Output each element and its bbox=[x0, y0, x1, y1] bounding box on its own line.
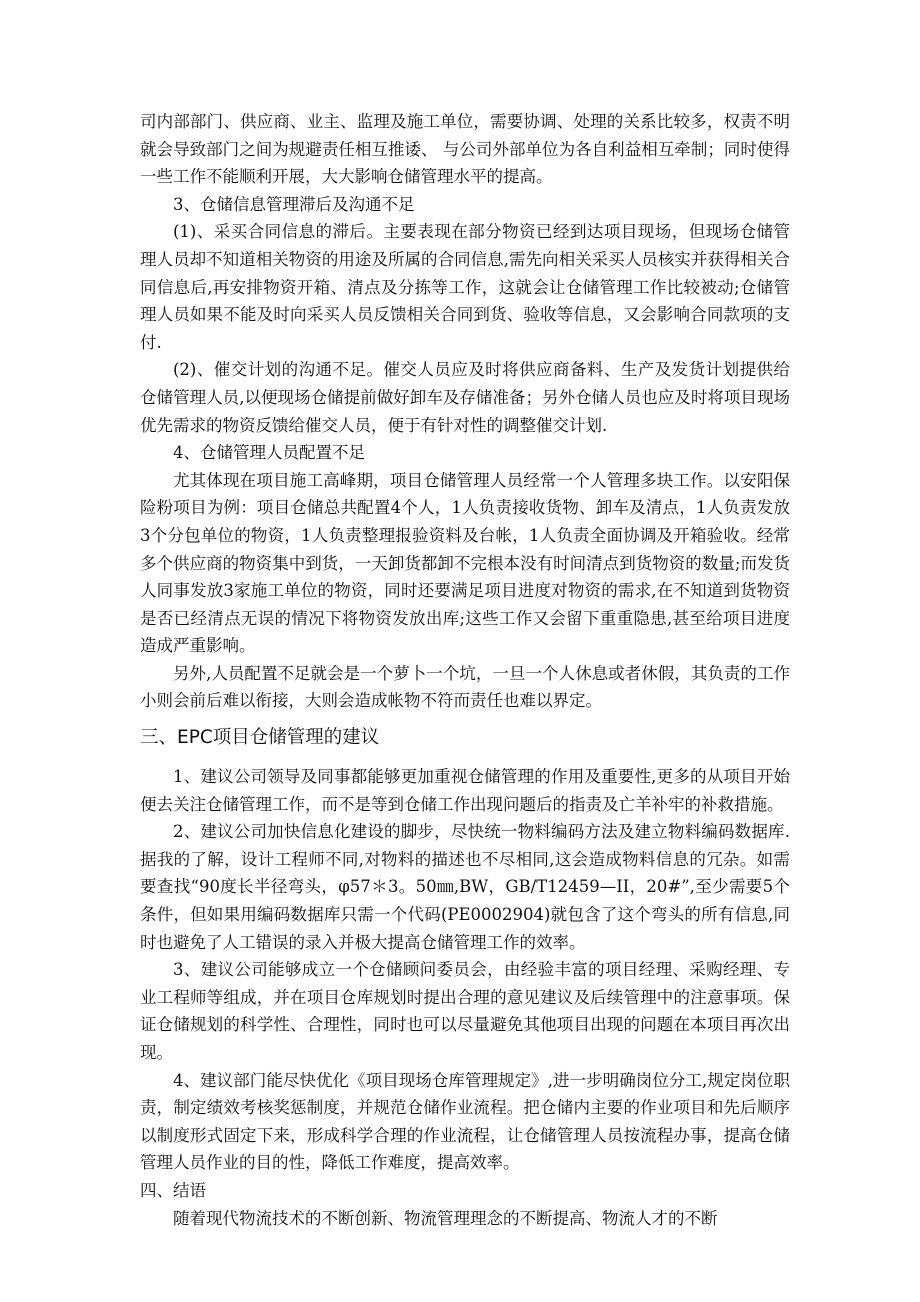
paragraph-suggestion-2: 2、建议公司加快信息化建设的脚步，尽快统一物料编码方法及建立物料编码数据库.据我的了解，设计工程师不同,对物料的描述也不尽相同,这会造成物料信息的冗杂。如需要查找“90度长半径弯头，φ57＊3。50㎜,BW，GB/T12459—II，20#”,至少需要5个条件，但如果用编码数据库只需一个代码(PE0002904)就包含了这个弯头的所有信息,同时也避免了人工错误的录入并极大提高仓储管理工作的效率。 bbox=[140, 822, 790, 952]
chapter-heading-suggestions: 三、EPC项目仓储管理的建议 bbox=[140, 727, 380, 749]
paragraph-coordination-issues: 司内部部门、供应商、业主、监理及施工单位，需要协调、处理的关系比较多，权责不明就会导致部门之间为规避责任相互推诿、 与公司外部单位为各自利益相互牵制；同时使得一些工作不能顺利开展，大大影响仓储管理水平的提高。 bbox=[140, 112, 790, 187]
paragraph-suggestion-4: 4、建议部门能尽快优化《项目现场仓库管理规定》,进一步明确岗位分工,规定岗位职责，制定绩效考核奖惩制度，并规范仓储作业流程。把仓储内主要的作业项目和先后顺序以制度形式固定下来，形成科学合理的作业流程，让仓储管理人员按流程办事，提高仓储管理人员作业的目的性，降低工作难度，提高效率。 bbox=[140, 1070, 790, 1173]
paragraph-expediting-plan: (2)、催交计划的沟通不足。催交人员应及时将供应商备料、生产及发货计划提供给仓储管理人员,以便现场仓储提前做好卸车及存储准备；另外仓储人员也应及时将项目现场优先需求的物资反馈给催交人员，便于有针对性的调整催交计划. bbox=[140, 360, 790, 435]
document-page bbox=[140, 108, 790, 1232]
paragraph-staffing-risk: 另外,人员配置不足就会是一个萝卜一个坑，一旦一个人休息或者休假，其负责的工作小则会前后难以衔接，大则会造成帐物不符而责任也难以界定。 bbox=[140, 663, 790, 711]
section-heading-staffing: 4、仓储管理人员配置不足 bbox=[173, 443, 365, 463]
paragraph-staffing-example: 尤其体现在项目施工高峰期，项目仓储管理人员经常一个人管理多块工作。以安阳保险粉项目为例：项目仓储总共配置4个人，1人负责接收货物、卸车及清点，1人负责发放3个分包单位的物资，1人负责整理报验资料及台帐，1人负责全面协调及开箱验收。经常多个供应商的物资集中到货，一天卸货都卸不完根本没有时间清点到货物资的数量;而发货人同事发放3家施工单位的物资，同时还要满足项目进度对物资的需求,在不知道到货物资是否已经清点无误的情况下将物资发放出库;这些工作又会留下重重隐患,甚至给项目进度造成严重影响。 bbox=[140, 470, 790, 656]
paragraph-conclusion: 随着现代物流技术的不断创新、物流管理理念的不断提高、物流人才的不断 bbox=[173, 1208, 718, 1228]
paragraph-suggestion-3: 3、建议公司能够成立一个仓储顾问委员会，由经验丰富的项目经理、采购经理、专业工程师等组成，并在项目仓库规划时提出合理的意见建议及后续管理中的注意事项。保证仓储规划的科学性、合理性，同时也可以尽量避免其他项目出现的问题在本项目再次出现。 bbox=[140, 960, 790, 1062]
chapter-heading-conclusion: 四、结语 bbox=[140, 1180, 206, 1200]
paragraph-contract-info-lag: (1)、采买合同信息的滞后。主要表现在部分物资已经到达项目现场，但现场仓储管理人员却不知道相关物资的用途及所属的合同信息,需先向相关采买人员核实并获得相关合同信息后,再安排物资开箱、清点及分拣等工作，这就会让仓储管理工作比较被动;仓储管理人员如果不能及时向采买人员反馈相关合同到货、验收等信息，又会影响合同款项的支付. bbox=[140, 222, 790, 352]
paragraph-suggestion-1: 1、建议公司领导及同事都能够更加重视仓储管理的作用及重要性,更多的从项目开始便去关注仓储管理工作，而不是等到仓储工作出现问题后的指责及亡羊补牢的补救措施。 bbox=[140, 767, 790, 814]
section-heading-information-lag: 3、仓储信息管理滞后及沟通不足 bbox=[173, 194, 415, 214]
